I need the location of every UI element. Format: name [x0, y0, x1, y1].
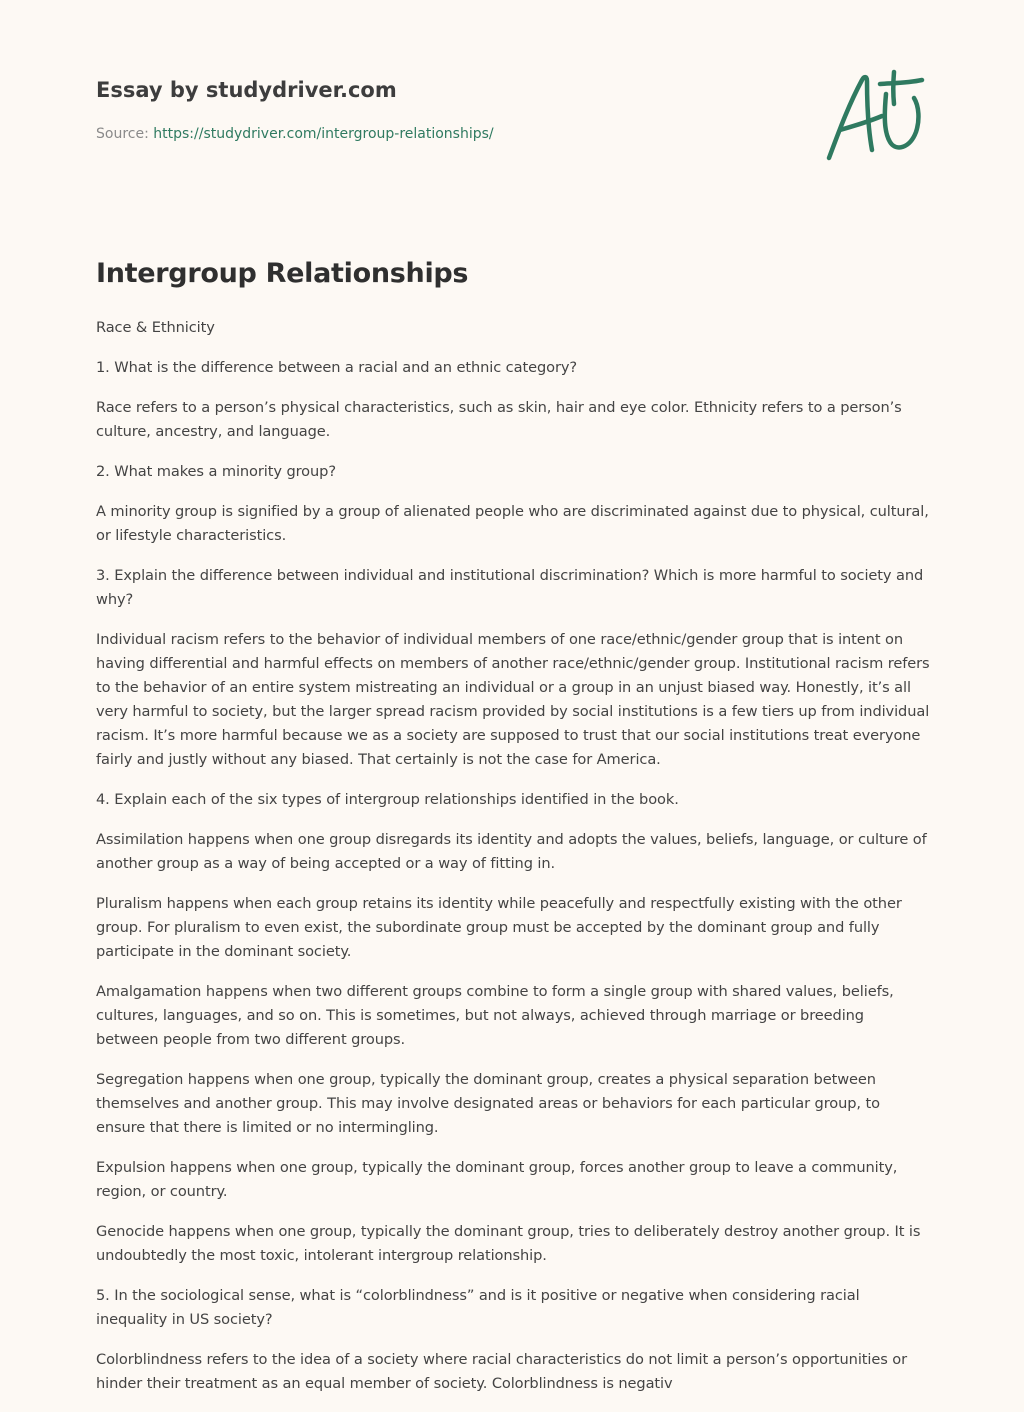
essay-paragraph: Race refers to a person’s physical characteristics, such as skin, hair and eye color. Ethnicity refers to a person’s culture, ancestry, and language. — [96, 399, 902, 440]
site-title: Essay by studydriver.com — [96, 78, 397, 102]
essay-paragraph: Amalgamation happens when two different groups combine to form a single group with shared values, beliefs, cultures, languages, and so on. This is sometimes, but not always, achieved through marriage or breeding between people from two different groups. — [96, 983, 894, 1048]
essay-paragraph: Segregation happens when one group, typically the dominant group, creates a physical separation between themselves and another group. This may involve designated areas or behaviors for each particular group, to ensure that there is limited or no intermingling. — [96, 1071, 880, 1136]
essay-paragraph: Expulsion happens when one group, typically the dominant group, forces another group to leave a community, region, or country. — [96, 1159, 898, 1200]
essay-paragraph: Pluralism happens when each group retains its identity while peacefully and respectfully existing with the other group. For pluralism to even exist, the subordinate group must be accepted by the dominant group and fully participate in the dominant society. — [96, 895, 902, 960]
essay-paragraph: 4. Explain each of the six types of intergroup relationships identified in the book. — [96, 791, 679, 808]
page-header — [96, 74, 796, 144]
source-label: Source: — [96, 126, 149, 142]
source-line — [96, 124, 796, 144]
essay-paragraph: 2. What makes a minority group? — [96, 463, 336, 480]
essay-paragraph: Assimilation happens when one group disregards its identity and adopts the values, beliefs, language, or culture of another group as a way of being accepted or a way of fitting in. — [96, 831, 927, 872]
plus-horizontal-stroke — [880, 80, 922, 84]
essay-title: Intergroup Relationships — [96, 258, 469, 289]
essay-paragraph: Colorblindness refers to the idea of a society where racial characteristics do not limit a person’s opportunities or hinder their treatment as an equal member of society. Colorblindness is negativ — [96, 1351, 907, 1392]
essay-paragraph: 1. What is the difference between a racial and an ethnic category? — [96, 359, 578, 376]
letter-a-stroke — [829, 77, 872, 158]
source-link[interactable]: https://studydriver.com/intergroup-relationships/ — [153, 126, 494, 142]
a-plus-grade-icon — [820, 66, 930, 166]
plus-vertical-stroke — [893, 72, 894, 104]
essay-paragraph: 3. Explain the difference between individual and institutional discrimination? Which is more harmful to society and why? — [96, 567, 924, 608]
essay-paragraph: Individual racism refers to the behavior of individual members of one race/ethnic/gender group that is intent on having differential and harmful effects on members of another race/ethnic/gender group. Institutional racism refers to the behavior of an entire system mistreating an individual or a group in an unjust biased way. Honestly, it’s all very harmful to society, but the larger spread racism provided by social institutions is a few tiers up from individual racism. It’s more harmful because we as a society are supposed to trust that our social institutions treat everyone fairly and justly without any biased. That certainly is not the case for America. — [96, 631, 930, 768]
a-plus-logo-svg — [820, 66, 930, 166]
essay-paragraph: A minority group is signified by a group of alienated people who are discriminated against due to physical, cultural, or lifestyle characteristics. — [96, 503, 929, 544]
essay-content — [96, 252, 930, 1412]
essay-paragraph: Race & Ethnicity — [96, 319, 215, 336]
essay-paragraph: Genocide happens when one group, typically the dominant group, tries to deliberately destroy another group. It is undoubtedly the most toxic, intolerant intergroup relationship. — [96, 1223, 921, 1264]
essay-paragraph: 5. In the sociological sense, what is “colorblindness” and is it positive or negative when considering racial inequality in US society? — [96, 1287, 860, 1328]
plus-loop-stroke — [885, 94, 919, 147]
